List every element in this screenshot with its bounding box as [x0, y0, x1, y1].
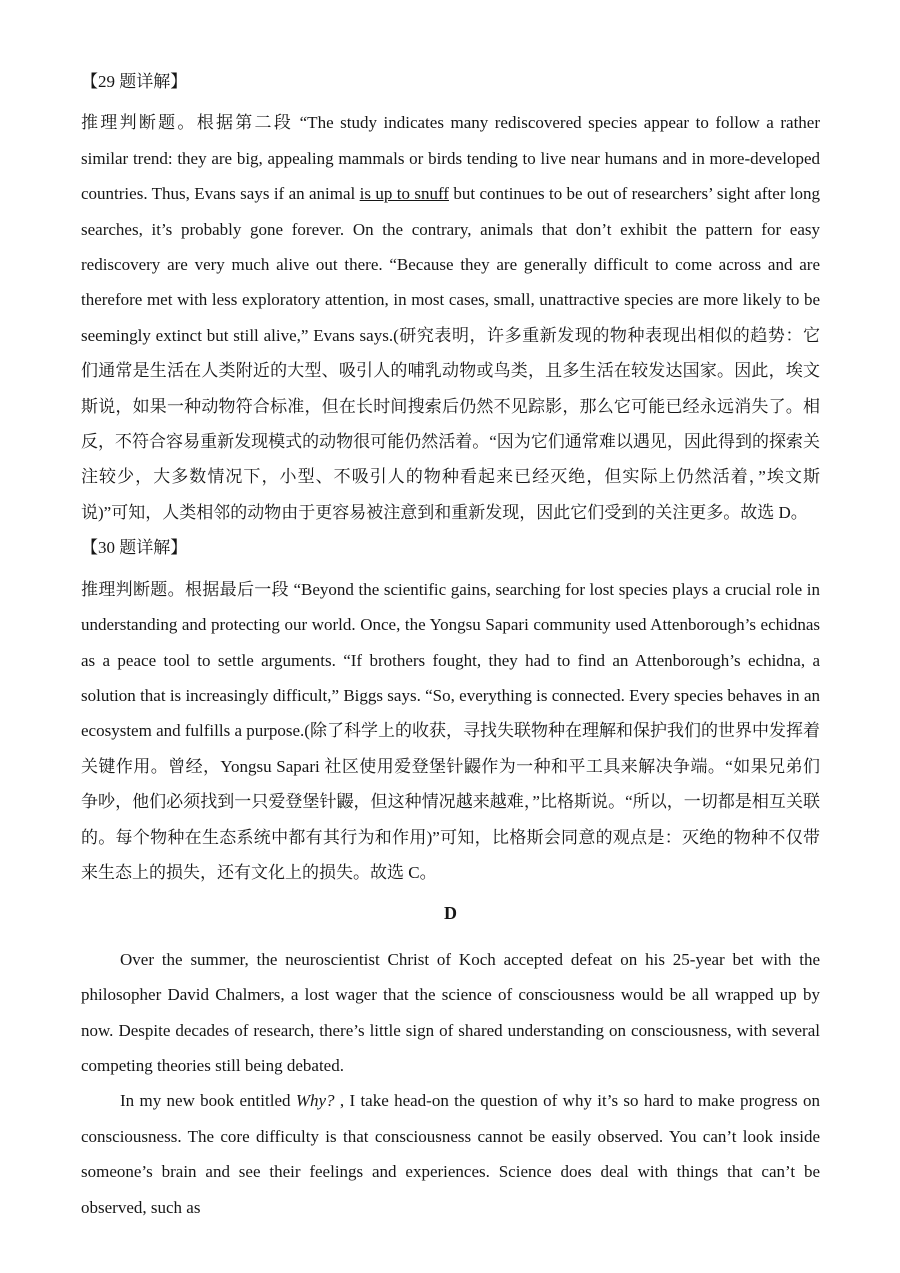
text-run: 推理判断题。根据第二段 “The study indicates many rediscovered species appear to follow a rather similar trend: they are big, appealing mammals or birds tending to live near humans and in more-developed countries. Thus, Evans says if an animal	[81, 113, 820, 204]
book-title-italic: Why?	[295, 1091, 335, 1111]
text-run: , I take head-on the question of why it’s so hard to make progress on consciousness. The core difficulty is that consciousness cannot be easily observed. You can’t look inside someone’s brain and see their feelings and experiences. Science does deal with things that can’t be observed, such as	[81, 1091, 820, 1217]
question-29-explanation-body	[81, 105, 820, 530]
question-30-explanation-body	[81, 572, 820, 891]
question-29-explanation-heading: 【29 题详解】	[81, 72, 188, 91]
text-run: In my new book entitled	[120, 1091, 296, 1111]
question-30-explanation-heading: 【30 题详解】	[81, 538, 188, 558]
text-run: but continues to be out of researchers’ sight after long searches, it’s probably gone forever. On the contrary, animals that don’t exhibit the pattern for easy rediscovery are very much alive out there. “Because they are generally difficult to come across and are therefore met with less exploratory attention, in most cases, small, unattractive species are more likely to be seemingly extinct but still alive,” Evans says.(研究表明，许多重新发现的物种表现出相似的趋势：它们通常是生活在人类附近的大型、吸引人的哺乳动物或鸟类，且多生活在较发达国家。因此，埃文斯说，如果一种动物符合标准，但在长时间搜索后仍然不见踪影，那么它可能已经永远消失了。相反，不符合容易重新发现模式的动物很可能仍然活着。“因为它们通常难以遇见，因此得到的探索关注较少，大多数情况下，小型、不吸引人的物种看起来已经灭绝，但实际上仍然活着，”埃文斯说)”可知，人类相邻的动物由于更容易被注意到和重新发现，因此它们受到的关注更多。故选 D。	[81, 184, 820, 522]
text-run: Over the summer, the neuroscientist Christ of Koch accepted defeat on his 25-year bet with the philosopher David Chalmers, a lost wager that the science of consciousness would be all wrapped up by now. Despite decades of research, there’s little sign of shared understanding on consciousness, with several competing theories still being debated.	[81, 949, 820, 1075]
passage-d-paragraph-1	[81, 942, 820, 1084]
underlined-phrase: is up to snuff	[359, 184, 449, 204]
passage-d-paragraph-2	[81, 1083, 820, 1225]
text-run: 推理判断题。根据最后一段 “Beyond the scientific gains, searching for lost species plays a crucial role in understanding and protecting our world. Once, the Yongsu Sapari community used Attenborough’s echidnas as a peace tool to settle arguments. “If brothers fought, they had to find an Attenborough’s echidna, a solution that is increasingly difficult,” Biggs says. “So, everything is connected. Every species behaves in an ecosystem and fulfills a purpose.(除了科学上的收获，寻找失联物种在理解和保护我们的世界中发挥着关键作用。曾经，Yongsu Sapari 社区使用爱登堡针鼹作为一种和平工具来解决争端。“如果兄弟们争吵，他们必须找到一只爱登堡针鼹，但这种情况越来越难，”比格斯说。“所以，一切都是相互关联的。每个物种在生态系统中都有其行为和作用)”可知，比格斯会同意的观点是：灭绝的物种不仅带来生态上的损失，还有文化上的损失。故选 C。	[81, 579, 820, 882]
passage-d-section-letter: D	[444, 903, 457, 924]
